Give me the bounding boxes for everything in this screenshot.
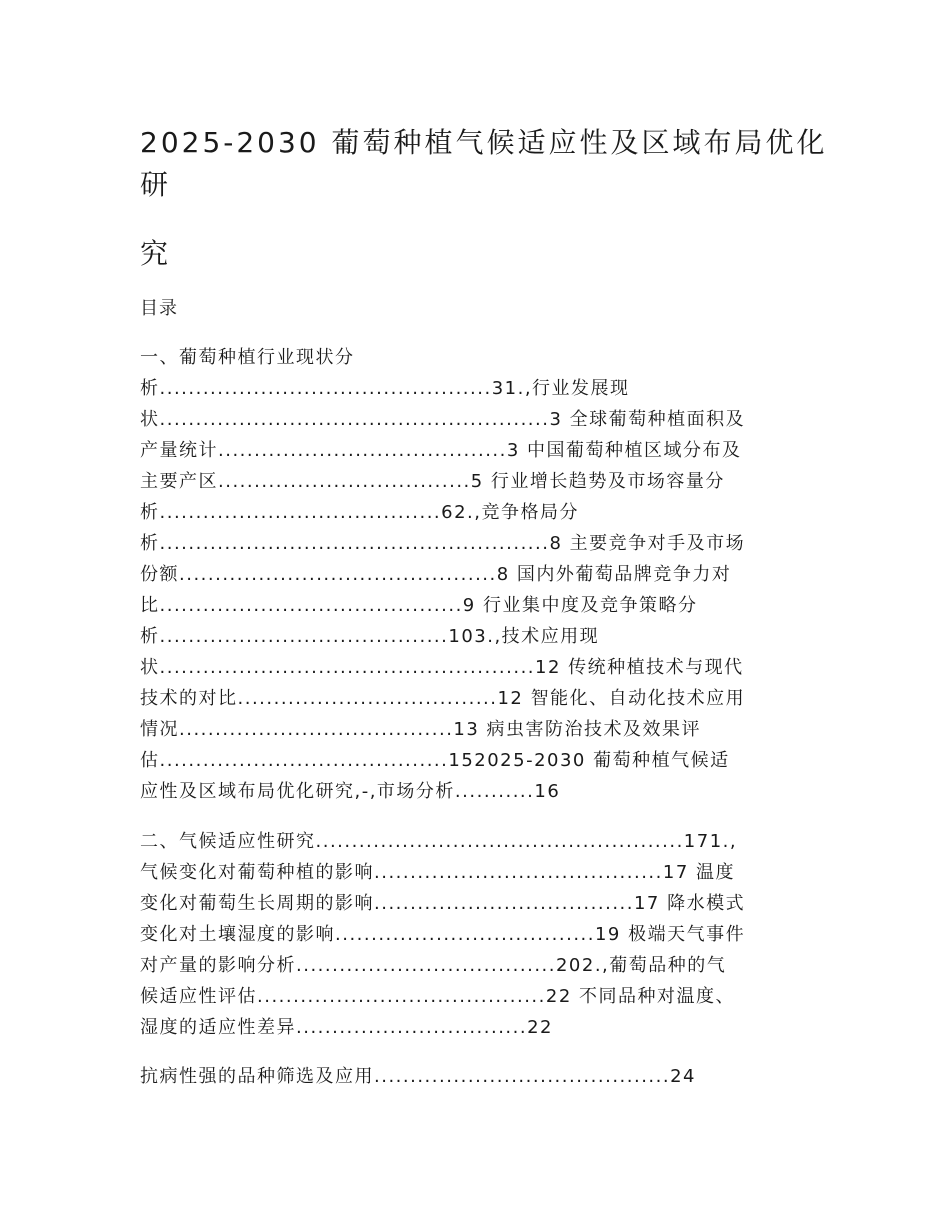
document-title-continued: 究	[140, 237, 172, 270]
toc-line: 析..............................................31.,行业发展现	[140, 378, 630, 399]
toc-line: 析......................................................8 主要竞争对手及市场	[140, 533, 746, 554]
toc-line: 对产量的影响分析....................................202.,葡萄品种的气	[140, 955, 727, 976]
toc-line: 比..........................................9 行业集中度及竞争策略分	[140, 595, 698, 616]
toc-line: 技术的对比....................................12 智能化、自动化技术应用	[140, 688, 746, 709]
toc-line: 气候变化对葡萄种植的影响........................................17 温度	[140, 862, 735, 883]
toc-line: 产量统计........................................3 中国葡萄种植区域分布及	[140, 440, 742, 461]
toc-line: 析........................................103.,技术应用现	[140, 626, 600, 647]
toc-line: 二、气候适应性研究...................................................171.,	[140, 831, 738, 852]
toc-line: 候适应性评估........................................22 不同品种对温度、	[140, 986, 735, 1007]
toc-section-2	[140, 826, 830, 1043]
toc-line: 应性及区域布局优化研究,-,市场分析...........16	[140, 781, 561, 802]
toc-heading: 目录	[140, 298, 178, 319]
toc-line: 情况......................................13 病虫害防治技术及效果评	[140, 719, 702, 740]
toc-line: 主要产区...................................5 行业增长趋势及市场容量分	[140, 471, 725, 492]
document-title: 2025-2030 葡萄种植气候适应性及区域布局优化研	[140, 126, 828, 201]
toc-line: 份额............................................8 国内外葡萄品牌竞争力对	[140, 564, 732, 585]
toc-line: 状....................................................12 传统种植技术与现代	[140, 657, 744, 678]
toc-section-3	[140, 1061, 830, 1092]
toc-line: 抗病性强的品种筛选及应用.........................................24	[140, 1066, 696, 1087]
toc-line: 状......................................................3 全球葡萄种植面积及	[140, 409, 746, 430]
toc-line: 变化对葡萄生长周期的影响....................................17 降水模式	[140, 893, 746, 914]
toc-line: 析.......................................62.,竞争格局分	[140, 502, 579, 523]
toc-line: 湿度的适应性差异................................22	[140, 1017, 553, 1038]
toc-line: 变化对土壤湿度的影响....................................19 极端天气事件	[140, 924, 746, 945]
toc-line: 估........................................152025-2030 葡萄种植气候适	[140, 750, 730, 771]
toc-line: 一、葡萄种植行业现状分	[140, 347, 355, 368]
toc-section-1	[140, 342, 830, 807]
